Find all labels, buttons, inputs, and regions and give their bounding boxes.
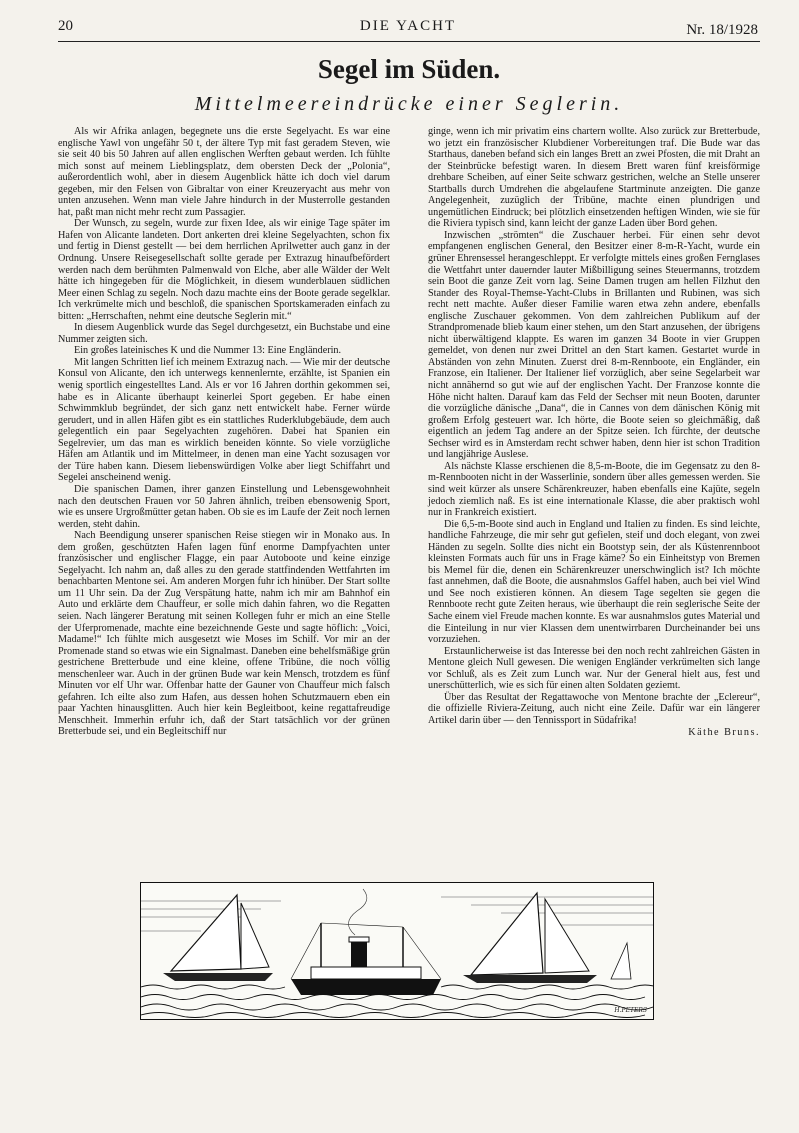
journal-title: DIE YACHT — [359, 18, 457, 34]
author-signature: Käthe Bruns. — [688, 727, 760, 739]
header-rule — [58, 41, 760, 42]
paragraph: Inzwischen „strömten“ die Zuschauer herbei. Für einen sehr devot empfangenen englischen General, den Besitzer einer 8-m-R-Yacht, wurde ein grüner Ehrensessel herangeschleppt. Er verfolgte mittels eines großen Fernglases die Wettfahrt unter dauernder lauter Mißbilligung seines Steuermanns, trotzdem sein Boot die ganze Zeit vorn lag. Seine Damen trugen am hellen Filzhut den Stander des Royal-Themse-Yacht-Clubs in Brillanten und Rubinen, was sich recht nett machte. Außer dieser Familie waren etwa zehn andere, ebenfalls englische Zuschauer gekommen. Von dem zahlreichen Publikum auf der Strandpromenade blieb kaum einer stehen, um den Start anzusehen, der übrigens nicht überwältigend klappte. Es waren im ganzen 34 Boote in vier Gruppen gemeldet, von denen nur zwei Drittel an den Start kamen. Gestartet wurde in Abständen von zehn Minuten. Zuerst drei 8-m-Rennboote, ein Engländer, ein Franzose, ein Italiener. Der Italiener lief vorzüglich, aber seine Segelarbeit war nicht annähernd so gut wie auf der englischen Yacht. Der Franzose konnte die Höhe nicht halten. Darauf kam das Feld der Sechser mit neun Booten, darunter die vorzügliche dänische „Dana“, die in Cannes von dem dänischen König mit großem Erfolg gesteuert war. Ich hörte, die Boote seien so gleichmäßig, daß eigentlich an jedem Tag andere an der Spitze seien. Ich fürchte, der deutsche Sechser wird es in Amsterdam recht schwer haben, denn hier ist schon Tradition und langjährige Auslese. — [428, 229, 760, 461]
paragraph: Über das Resultat der Regattawoche von Mentone brachte der „Eclereur“, die offizielle Riviera-Zeitung, auch nicht eine Zeile. Dafür war ein längerer Artikel darin über — den Tennissport in Südafrika! — [428, 691, 760, 726]
paragraph: Mit langen Schritten lief ich meinem Extrazug nach. — Wie mir der deutsche Konsul von Alicante, den ich unterwegs kennenlernte, erzählte, ist Spanien ein wenig sportlich eingestelltes Land. Als er vor 16 Jahren dorthin gekommen sei, habe es in Alicante überhaupt keinerlei Sport gegeben. Er habe einen Schwimmklub begründet, der sich ganz nett entwickelt habe. Ferner würde gerudert, und in allen Häfen gibt es ein stattliches Ruderklubgebäude, dem auch gelegentlich ein paar Segelyachten zugehören. Dabei hat Spanien ein Segelrevier, um das man es wirklich beneiden könnte. So viele vorzügliche Häfen am Atlantik und im Mittelmeer, in denen man eine Yacht sozusagen vor der Türe haben kann. Diesem liebenswürdigen Volke aber liegt Schiffahrt und Segelei anscheinend wenig. — [58, 356, 390, 484]
paragraph: Der Wunsch, zu segeln, wurde zur fixen Idee, als wir einige Tage später im Hafen von Alicante landeten. Dort ankerten drei kleine Segelyachten, schon fix und fertig in Dienst gestellt — bei dem herrlichen Aprilwetter auch ganz in der Ordnung. Unsere Reisegesellschaft sollte gerade per Extrazug hinaufbefördert werden nach dem berühmten Palmenwald von Elche, aber alle Wälder der Welt hätte ich hingegeben für die Möglichkeit, in diesem wunderblauen südlichen Meer einen Schlag zu segeln. Noch dazu machte eins der Boote gerade segelklar. Ich verkrümelte mich und beschloß, die spanischen Sportskameraden einfach zu bitten: „Herrschaften, nehmt eine deutsche Seglerin mit.“ — [58, 218, 390, 322]
paragraph: Nach Beendigung unserer spanischen Reise stiegen wir in Monako aus. In dem großen, geschützten Hafen lagen fünf enorme Dampfyachten unter französischer und englischer Flagge, ein paar Autoboote und keine einzige Segelyacht. Ich nahm an, daß alles zu den gerade stattfindenden Wettfahrten im benachbarten Mentone sei. Am anderen Morgen fuhr ich hinüber. Der Start sollte um 11 Uhr sein. Da der Zug Verspätung hatte, nahm ich mir am Bahnhof ein Auto und erklärte dem Chauffeur, er solle mich dahin fahren, wo die Regatten seien. Nach längerer Beratung mit seinen Kollegen fuhr er mich an eine Stelle der Uferpromenade, machte eine bezeichnende Geste und sagte höflich: „Voici, Madame!“ Ich fühlte mich ausgesetzt wie Moses im Schilf. Vor mir an der Promenade stand so etwas wie ein Signalmast. Daneben eine behelfsmäßige grün gestrichene Bretterbude und eine kleine, offene Tribüne, die noch völlig menschenleer war. Auch in der grünen Bude war kein Mensch, trotzdem es fünf Minuten vor elf Uhr war. Offenbar hatte der Gauner von Chauffeur mich falsch gefahren. Ich eilte also zum Hafen, aus dessen hohen Schutzmauern eben ein paar Yachten hinausglitten. Auch hier kein Begleitboot, keine regattafreudige Menschheit. Immerhin erfuhr ich, daß der Start tatsächlich vor der grünen Bretterbude sei, und ein Begleitschiff nur — [58, 530, 390, 738]
running-head — [58, 18, 758, 38]
article-title: Segel im Süden. — [317, 54, 501, 84]
artist-signature: H.PETERS — [614, 1007, 647, 1014]
paragraph: Die spanischen Damen, ihrer ganzen Einstellung und Lebensgewohnheit nach den deutschen Frauen vor 50 Jahren ähnlich, treiben ebensowenig Sport, wie es unsere Urgroßmütter getan haben. Ob sie es im Laufe der Zeit noch lernen werden, steht dahin. — [58, 483, 390, 530]
paragraph: Als nächste Klasse erschienen die 8,5-m-Boote, die im Gegensatz zu den 8-m-Rennbooten nicht in der Wasserlinie, sondern über alles gemessen werden. Sie sind weit kürzer als unsere Schärenkreuzer, haben ebenfalls eine Kajüte, segeln jedoch ziemlich naß. Es ist eine internationale Klasse, die aber praktisch wohl nur in Frankreich existiert. — [428, 460, 760, 519]
left-column — [58, 126, 390, 738]
paragraph: Als wir Afrika anlagen, begegnete uns die erste Segelyacht. Es war eine englische Yawl von ungefähr 50 t, der ältere Typ mit fast geradem Steven, wie sie seit 40 bis 50 Jahren auf allen englischen Werften gebaut werden. Ich fühlte mich sonst auf meinem Lieblingsplatz, dem obersten Deck der „Polonia“, außerordentlich wohl, aber in diesem Augenblick hätte ich doch viel darum gegeben, mir den Felsen von Gibraltar von einer Kreuzeryacht aus mehr von unten anzusehen. Wenn man viele Jahre hindurch in der Musterrolle gestanden hat, paßt man nicht mehr recht zum Passagier. — [58, 126, 390, 218]
paragraph: In diesem Augenblick wurde das Segel durchgesetzt, ein Buchstabe und eine Nummer zeigten sich. — [58, 322, 390, 345]
paragraph: Erstaunlicherweise ist das Interesse bei den noch recht zahlreichen Gästen in Mentone gleich Null gewesen. Die wenigen Engländer verkrümelten sich lange vor Schluß, als es Zeit zum Lunch war. Nur der General hielt aus, fest und unerschütterlich, wie es sich für einen alten Soldaten geziemt. — [428, 645, 760, 692]
sailing-yachts-and-steamer-icon — [140, 882, 654, 1020]
issue-number: Nr. 18/1928 — [686, 22, 758, 38]
right-column — [428, 126, 760, 739]
paragraph: Ein großes lateinisches K und die Nummer 13: Eine Engländerin. — [74, 345, 342, 357]
page-number: 20 — [58, 18, 73, 34]
paragraph: ginge, wenn ich mir privatim eins chartern wollte. Also zurück zur Bretterbude, wo jetzt ein französischer Klubdiener Vorbereitungen traf. Die Bude war das Starthaus, daneben befand sich ein langes Brett an zwei Pfosten, die mit Draht an der Steinbrücke befestigt waren. In diesem Brett waren fünf kreisförmige drehbare Scheiben, auf einer Seite schwarz gestrichen, welche an Stelle unserer Startballs durch Umdrehen die abgelaufene Startminute anzeigten. Die ganze Angelegenheit, zuzüglich der Tribüne, machte einen plundrigen und ungemütlichen Eindruck; bei plötzlich einsetzenden heftigen Winden, wie sie für die Riviera typisch sind, kann leicht der ganze Laden über Bord gehen. — [428, 126, 760, 230]
article-subtitle: Mittelmeereindrücke einer Seglerin. — [194, 93, 624, 115]
paragraph: Die 6,5-m-Boote sind auch in England und Italien zu finden. Es sind leichte, handliche Fahrzeuge, die mir sehr gut gefielen, steif und doch elegant, von zwei Händen zu segeln. Sollte dies nicht ein Bootstyp sein, der als Küstenrennboot kleinsten Formats auch für uns in Frage käme? So ein Einheitstyp von Bremen bis Memel für die, denen ein Schärenkreuzer unerschwinglich ist? Ich möchte fast annehmen, daß die Boote, die ausnahmslos Gaffel haben, auch bei viel Wind und See noch existieren können. An diesem Tage segelten sie gegen die Rennboote recht gute Zeiten heraus, wie überhaupt die rein seglerische Seite der Sache einem viel Freude machen konnte. Es war ausnahmslos gutes Material und die Einteilung in nur vier Klassen dem unentwirrbaren Durcheinander bei uns vorzuziehen. — [428, 518, 760, 646]
